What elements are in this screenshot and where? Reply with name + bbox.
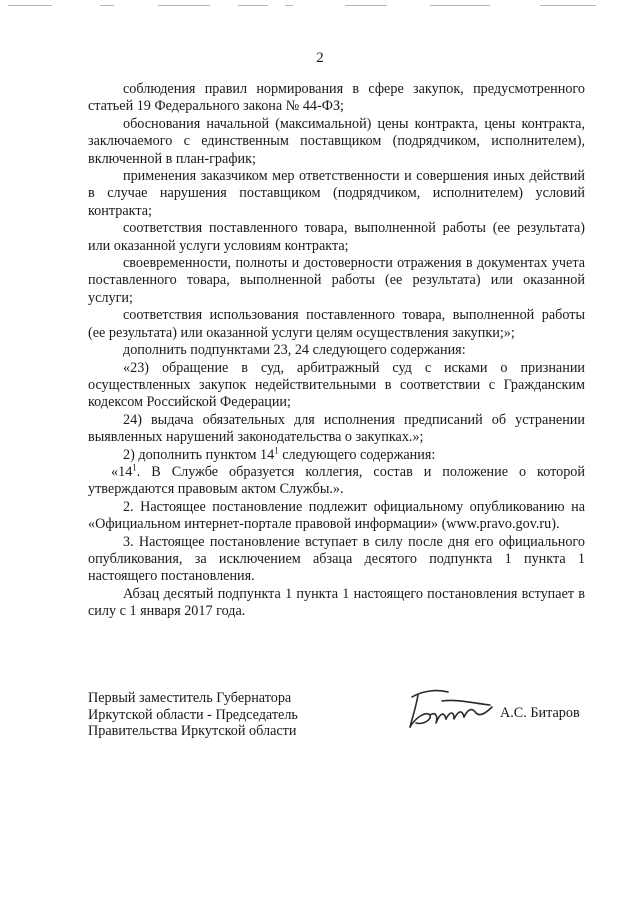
position-line: Иркутской области - Председатель bbox=[88, 706, 298, 723]
paragraph: обоснования начальной (максимальной) цены контракта, цены контракта, заключаемого с единственным поставщиком (подрядчиком, исполнителем), включенной в план-график; bbox=[88, 115, 585, 167]
superscript: 1 bbox=[274, 444, 279, 455]
handwritten-signature bbox=[402, 683, 498, 731]
paragraph: своевременности, полноты и достоверности отражения в документах учета поставленного товара, выполненной работы (ее результата) или оказанной услуги; bbox=[88, 255, 585, 306]
scan-edge-marks bbox=[0, 3, 640, 9]
paragraph: Абзац десятый подпункта 1 пункта 1 настоящего постановления вступает в силу с 1 января 2017 года. bbox=[88, 585, 585, 620]
paragraph: «23) обращение в суд, арбитражный суд с исками о признании осуществленных закупок недействительными в соответствии с Гражданским кодексом Российской Федерации; bbox=[88, 359, 585, 411]
item-2-quote-paragraph bbox=[88, 464, 585, 499]
paragraph: дополнить подпунктами 23, 24 следующего содержания: bbox=[123, 342, 466, 359]
document-body bbox=[88, 81, 585, 621]
item-2-text: 2) дополнить пунктом 14 bbox=[123, 446, 275, 463]
item-2-text-end: следующего содержания: bbox=[278, 446, 436, 463]
paragraph: соответствия поставленного товара, выполненной работы (ее результата) или оказанной услуги условиям контракта; bbox=[88, 220, 585, 254]
signatory-name: А.С. Битаров bbox=[500, 705, 580, 721]
signatory-position bbox=[88, 690, 348, 740]
quote-text: «14 bbox=[111, 463, 133, 480]
superscript: 1 bbox=[132, 462, 137, 473]
paragraph: применения заказчиком мер ответственности и совершения иных действий в случае нарушения поставщиком (подрядчиком, исполнителем) условий контракта; bbox=[88, 168, 585, 219]
paragraph: соответствия использования поставленного товара, выполненной работы (ее результата) или оказанной услуги целям осуществления закупки;»; bbox=[88, 307, 585, 341]
paragraph: соблюдения правил нормирования в сфере закупок, предусмотренного статьей 19 Федерального закона № 44-ФЗ; bbox=[88, 81, 585, 115]
page-number: 2 bbox=[316, 50, 324, 66]
paragraph: 3. Настоящее постановление вступает в силу после дня его официального опубликования, за исключением абзаца десятого подпункта 1 пункта 1 настоящего постановления. bbox=[88, 533, 585, 585]
paragraph: 2. Настоящее постановление подлежит официальному опубликованию на «Официальном интернет-портале правовой информации» (www.pravo.gov.ru). bbox=[88, 498, 585, 533]
position-line: Правительства Иркутской области bbox=[88, 723, 297, 740]
quote-text-end: . В Службе образуется коллегия, состав и положение о которой утверждаются правовым актом Службы.». bbox=[88, 463, 585, 498]
item-2-paragraph bbox=[88, 444, 585, 464]
paragraph: 24) выдача обязательных для исполнения предписаний об устранении выявленных нарушений законодательства о закупках.»; bbox=[88, 411, 585, 446]
position-line: Первый заместитель Губернатора bbox=[88, 690, 292, 706]
